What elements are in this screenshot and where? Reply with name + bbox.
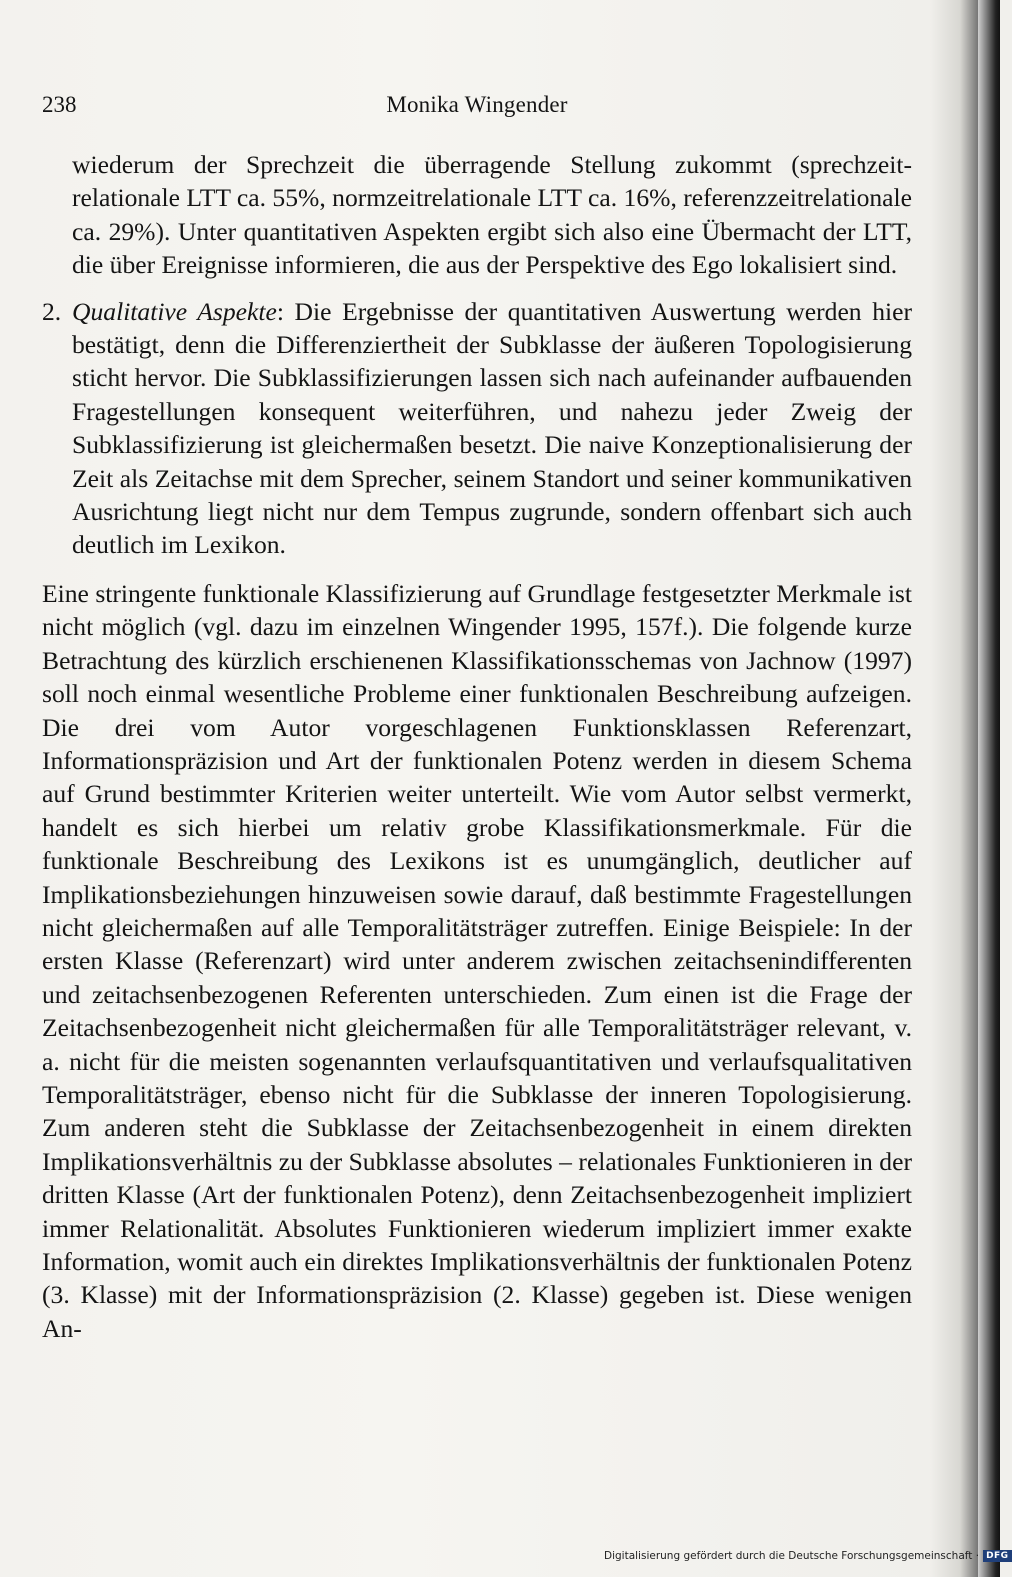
list-item-text: : Die Ergebnisse der quantitativen Auswertung werden hier bestätigt, denn die Differenziertheit der Subklasse der äußeren Topologisierung sticht hervor. Die Subklassifizierungen lassen sich nach aufeinander aufbauenden Fragestellungen konsequent weiterführen, und nahezu jeder Zweig der Subklassifizierung ist gleichermaßen besetzt. Die naive Konzeptionalisierung der Zeit als Zeitachse mit dem Sprecher, seinem Standort und seiner kommunikativen Ausrichtung liegt nicht nur dem Tempus zugrunde, sondern offenbart sich auch deutlich im Lexikon. — [72, 296, 912, 560]
paragraph-continuation: wiederum der Sprechzeit die überragende Stellung zukommt (sprechzeitrelationale LTT ca. 55%, normzeitrelationale LTT ca. 16%, referenzzeitrelationale ca. 29%). Unter quantitativen Aspekten ergibt sich also eine Übermacht der LTT, die über Ereignisse informieren, die aus der Perspektive des Ego lokalisiert sind. — [72, 150, 912, 280]
list-item-2 — [42, 295, 912, 562]
page-header — [42, 92, 912, 124]
running-head: Monika Wingender — [386, 92, 568, 117]
digitization-footer — [604, 1550, 1012, 1562]
page-number: 238 — [42, 92, 77, 117]
list-item-lead: Qualitative Aspekte — [72, 296, 277, 326]
body-text — [42, 148, 912, 1345]
footer-text: Digitalisierung gefördert durch die Deutsche Forschungsgemeinschaft · — [604, 1550, 980, 1562]
dfg-logo-icon: DFG — [983, 1550, 1012, 1562]
list-number: 2. — [42, 296, 62, 326]
paragraph-main: Eine stringente funktionale Klassifizierung auf Grundlage festgesetzter Merkmale ist nicht möglich (vgl. dazu im einzelnen Wingender 1995, 157f.). Die folgende kurze Betrachtung des kürzlich erschienenen Klassifikationsschemas von Jachnow (1997) soll noch einmal wesentliche Probleme einer funktionalen Beschreibung aufzeigen. Die drei vom Autor vorgeschlagenen Funktionsklassen Referenzart, Informationspräzision und Art der funktionalen Potenz werden in diesem Schema auf Grund bestimmter Kriterien weiter unterteilt. Wie vom Autor selbst vermerkt, handelt es sich hierbei um relativ grobe Klassifikationsmerkmale. Für die funktionale Beschreibung des Lexikons ist es unumgänglich, deutlicher auf Implikationsbeziehungen hinzuweisen sowie darauf, daß bestimmte Fragestellungen nicht gleichermaßen auf alle Temporalitätsträger zutreffen. Einige Beispiele: In der ersten Klasse (Referenzart) wird unter anderem zwischen zeitachsenindifferenten und zeitachsenbezogenen Referenten unterschieden. Zum einen ist die Frage der Zeitachsenbezogenheit nicht gleichermaßen für alle Temporalitätsträger relevant, v. a. nicht für die meisten sogenannten verlaufsquantitativen und verlaufsqualitativen Temporalitätsträger, ebenso nicht für die Subklasse der inneren Topologisierung. Zum anderen steht die Subklasse der Zeitachsenbezogenheit in einem direkten Implikationsverhältnis zu der Subklasse absolutes – relationales Funktionieren in der dritten Klasse (Art der funktionalen Potenz), denn Zeitachsenbezogenheit impliziert immer Relationalität. Absolutes Funktionieren wiederum impliziert immer exakte Information, womit auch ein direktes Implikationsverhältnis der funktionalen Potenz (3. Klasse) mit der Informationspräzision (2. Klasse) gegeben ist. Diese wenigen An- — [42, 578, 912, 1343]
book-edge — [978, 0, 1000, 1577]
